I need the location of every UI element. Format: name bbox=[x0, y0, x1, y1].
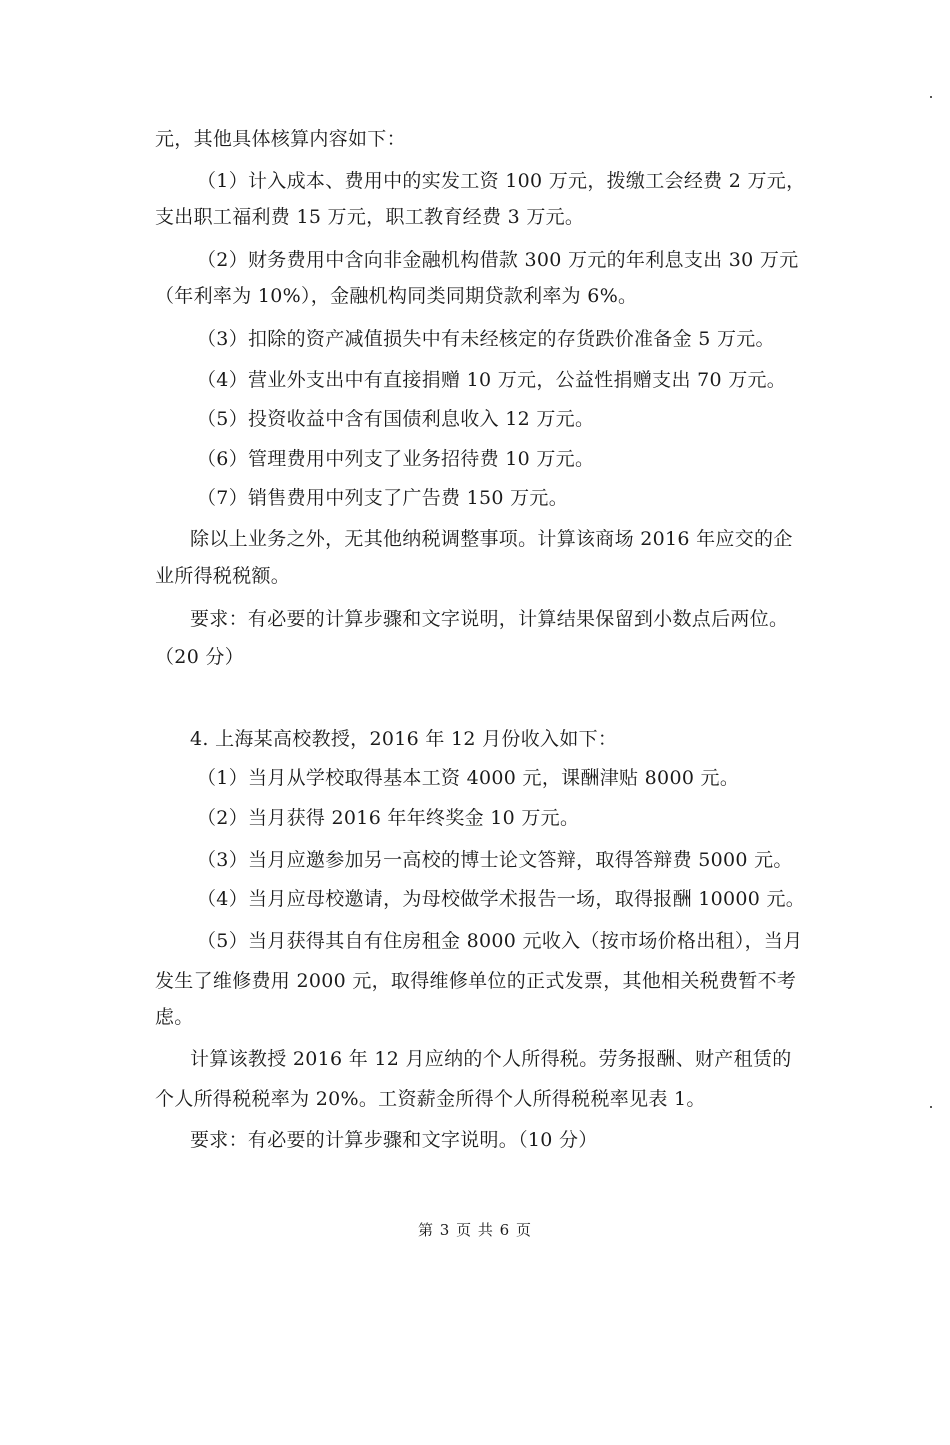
section3-requirement-line1: 要求：有必要的计算步骤和文字说明，计算结果保留到小数点后两位。 bbox=[190, 608, 789, 630]
section3-item6: （6）管理费用中列支了业务招待费 10 万元。 bbox=[197, 448, 595, 470]
section3-item1-line1: （1）计入成本、费用中的实发工资 100 万元，拨缴工会经费 2 万元， bbox=[197, 170, 806, 192]
section3-item2-line2: （年利率为 10%），金融机构同类同期贷款利率为 6%。 bbox=[155, 285, 638, 307]
scan-artifact-dot bbox=[930, 1106, 932, 1108]
section3-item5: （5）投资收益中含有国债利息收入 12 万元。 bbox=[197, 408, 595, 430]
section4-item4: （4）当月应母校邀请，为母校做学术报告一场，取得报酬 10000 元。 bbox=[197, 888, 806, 910]
section3-intro-continuation: 元，其他具体核算内容如下： bbox=[155, 128, 406, 150]
section3-question-line1: 除以上业务之外，无其他纳税调整事项。计算该商场 2016 年应交的企 bbox=[190, 528, 793, 550]
section4-item2: （2）当月获得 2016 年年终奖金 10 万元。 bbox=[197, 807, 580, 829]
section3-item2-line1: （2）财务费用中含向非金融机构借款 300 万元的年利息支出 30 万元 bbox=[197, 249, 799, 271]
page-number-footer: 第 3 页 共 6 页 bbox=[418, 1221, 532, 1239]
section4-question-line2: 个人所得税税率为 20%。工资薪金所得个人所得税税率见表 1。 bbox=[155, 1088, 706, 1110]
section4-requirement: 要求：有必要的计算步骤和文字说明。（10 分） bbox=[190, 1129, 598, 1151]
section4-item1: （1）当月从学校取得基本工资 4000 元，课酬津贴 8000 元。 bbox=[197, 767, 740, 789]
section4-item3: （3）当月应邀参加另一高校的博士论文答辩，取得答辩费 5000 元。 bbox=[197, 849, 793, 871]
section4-item5-line3: 虑。 bbox=[155, 1006, 194, 1028]
section4-item5-line1: （5）当月获得其自有住房租金 8000 元收入（按市场价格出租），当月 bbox=[197, 930, 803, 952]
section3-requirement-line2: （20 分） bbox=[155, 646, 245, 668]
section3-item7: （7）销售费用中列支了广告费 150 万元。 bbox=[197, 487, 569, 509]
scan-artifact-dot bbox=[930, 96, 932, 98]
section4-heading: 4. 上海某高校教授，2016 年 12 月份收入如下： bbox=[190, 728, 618, 750]
section3-item3: （3）扣除的资产减值损失中有未经核定的存货跌价准备金 5 万元。 bbox=[197, 328, 775, 350]
section4-question-line1: 计算该教授 2016 年 12 月应纳的个人所得税。劳务报酬、财产租赁的 bbox=[190, 1048, 792, 1070]
section3-question-line2: 业所得税税额。 bbox=[155, 565, 291, 587]
section3-item1-line2: 支出职工福利费 15 万元，职工教育经费 3 万元。 bbox=[155, 206, 585, 228]
section3-item4: （4）营业外支出中有直接捐赠 10 万元，公益性捐赠支出 70 万元。 bbox=[197, 369, 787, 391]
section4-item5-line2: 发生了维修费用 2000 元，取得维修单位的正式发票，其他相关税费暂不考 bbox=[155, 970, 797, 992]
